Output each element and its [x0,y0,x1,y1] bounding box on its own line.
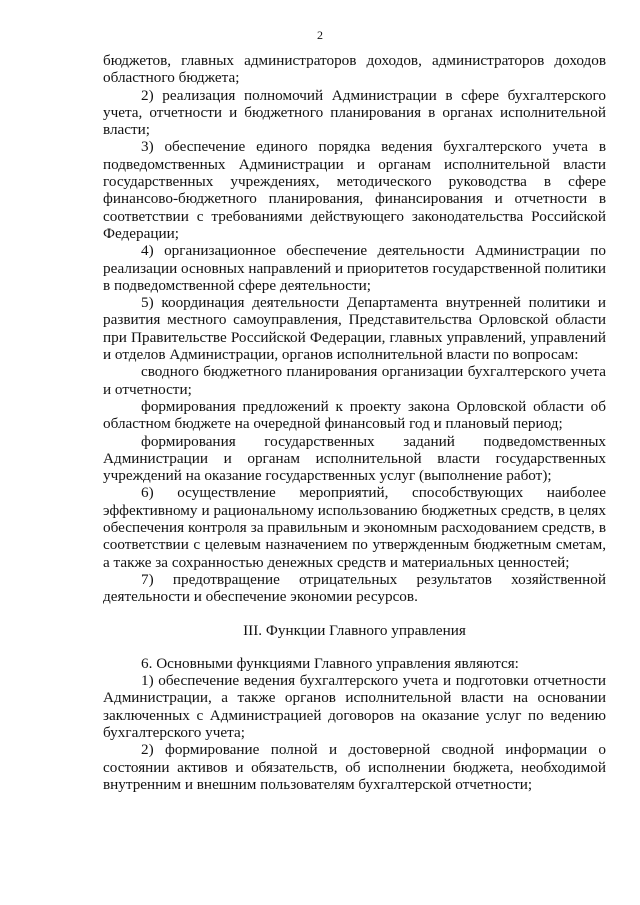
paragraph-item-6: 6) осуществление мероприятий, способствующих наиболее эффективному и рациональному использованию бюджетных средств, в целях обеспечения контроля за правильным и экономным расходованием средств, в соответствии с целевым назначением по утвержденным бюджетным сметам, а также за сохранностью денежных средств и материальных ценностей; [103,484,606,571]
document-body [103,52,606,793]
function-item-2: 2) формирование полной и достоверной сводной информации о состоянии активов и обязательств, об исполнении бюджета, необходимой внутренним и внешним пользователям бухгалтерской отчетности; [103,741,606,793]
section-heading: III. Функции Главного управления [243,621,466,639]
function-item-1: 1) обеспечение ведения бухгалтерского учета и подготовки отчетности Администрации, а также органов исполнительной власти на основании заключенных с Администрацией договоров на оказание услуг по ведению бухгалтерского учета; [103,672,606,741]
section-intro: 6. Основными функциями Главного управления являются: [141,654,519,672]
paragraph-subitem-1: сводного бюджетного планирования организации бухгалтерского учета и отчетности; [103,363,606,398]
page-number: 2 [317,28,323,42]
paragraph-subitem-2: формирования предложений к проекту закона Орловской области об областном бюджете на очередной финансовый год и плановый период; [103,397,606,433]
paragraph-item-2: 2) реализация полномочий Администрации в сфере бухгалтерского учета, отчетности и бюджетного планирования в органах исполнительной власти; [103,86,606,139]
paragraph-item-4: 4) организационное обеспечение деятельности Администрации по реализации основных направлений и приоритетов государственной политики в подведомственной сфере деятельности; [103,242,606,294]
paragraph-subitem-3: формирования государственных заданий подведомственных Администрации и органам исполнительной власти государственных учреждений на оказание государственных услуг (выполнение работ); [103,432,606,485]
paragraph-item-5: 5) координация деятельности Департамента внутренней политики и развития местного самоуправления, Представительства Орловской области при Правительстве Российской Федерации, главных управлений, управлений и отделов Администрации, органов исполнительной власти по вопросам: [103,294,606,364]
paragraph-continuation: бюджетов, главных администраторов доходов, администраторов доходов областного бюджета; [103,52,606,87]
paragraph-item-7: 7) предотвращение отрицательных результатов хозяйственной деятельности и обеспечение экономии ресурсов. [103,570,606,606]
paragraph-item-3: 3) обеспечение единого порядка ведения бухгалтерского учета в подведомственных Администрации и органам исполнительной власти государственных учреждениях, методического руководства в сфере финансово-бюджетного планирования, финансирования и отчетности в соответствии с требованиями действующего законодательства Российской Федерации; [103,138,606,242]
